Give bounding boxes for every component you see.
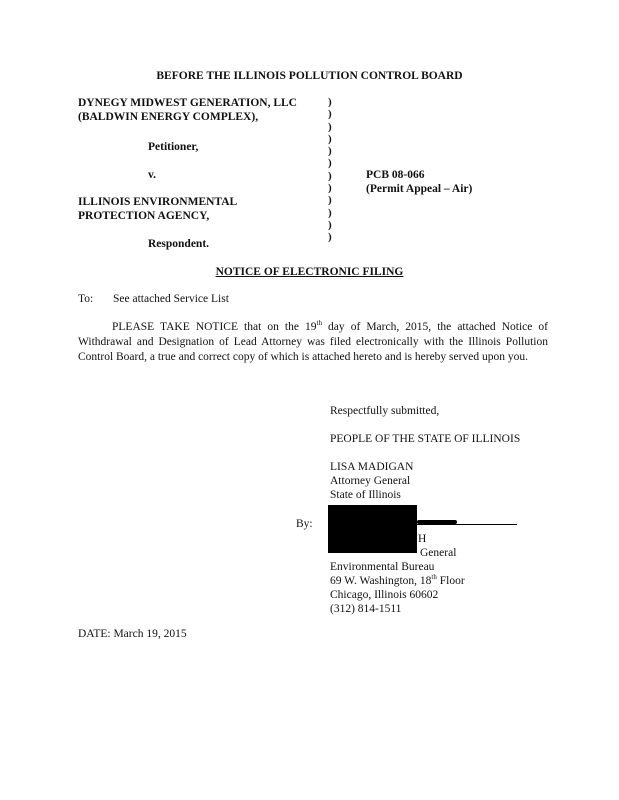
- caption-paren: ): [328, 132, 332, 145]
- redaction-block: [328, 505, 417, 553]
- petitioner-name-line-2: (BALDWIN ENERGY COMPLEX),: [78, 111, 259, 123]
- signature-name: LISA MADIGAN: [330, 461, 414, 473]
- caption-paren: ): [328, 194, 332, 207]
- body-text-part-2: day of March, 2015, the attached Notice of Withdrawal and Designation of Lead Attorney was filed electronically with the Illinois Pollution Control Board, a true and correct copy of which is attached hereto and is hereby served upon you.: [78, 321, 548, 363]
- caption-paren: ): [328, 108, 332, 121]
- caption-paren: ): [328, 206, 332, 219]
- caption-paren: ): [328, 169, 332, 182]
- address-street: 69 W. Washington, 18: [330, 575, 432, 587]
- by-label: By:: [296, 518, 313, 530]
- signature-line: [417, 524, 517, 525]
- signer-title-partial: General: [420, 547, 457, 559]
- petitioner-name-line-1: DYNEGY MIDWEST GENERATION, LLC: [78, 97, 297, 109]
- respondent-name-line-1: ILLINOIS ENVIRONMENTAL: [78, 196, 238, 208]
- signer-city: Chicago, Illinois 60602: [330, 589, 439, 601]
- signature-party: PEOPLE OF THE STATE OF ILLINOIS: [330, 433, 521, 445]
- caption-paren: ): [328, 157, 332, 170]
- body-ordinal-suffix: th: [316, 319, 322, 328]
- case-type: (Permit Appeal – Air): [366, 183, 473, 195]
- petitioner-role: Petitioner,: [148, 141, 199, 153]
- signature-closing: Respectfully submitted,: [330, 405, 440, 417]
- caption-paren: ): [328, 231, 332, 244]
- signer-phone: (312) 814-1511: [330, 603, 402, 615]
- caption-paren: ): [328, 120, 332, 133]
- caption-paren: ): [328, 96, 332, 108]
- body-text-part-1: PLEASE TAKE NOTICE that on the 19: [112, 321, 317, 333]
- address-floor: Floor: [436, 575, 465, 587]
- filing-date: DATE: March 19, 2015: [78, 628, 187, 640]
- board-heading: BEFORE THE ILLINOIS POLLUTION CONTROL BOARD: [156, 70, 463, 82]
- address-ordinal-suffix: th: [431, 573, 437, 582]
- signature-title: Attorney General: [330, 475, 411, 487]
- signature-state: State of Illinois: [330, 489, 401, 501]
- to-label: To:: [78, 293, 94, 305]
- notice-title: NOTICE OF ELECTRONIC FILING: [215, 266, 404, 278]
- notice-body-paragraph: [78, 320, 548, 365]
- to-value: See attached Service List: [113, 293, 229, 305]
- respondent-name-line-2: PROTECTION AGENCY,: [78, 210, 210, 222]
- respondent-role: Respondent.: [148, 238, 210, 250]
- signer-bureau: Environmental Bureau: [330, 561, 435, 573]
- versus-label: v.: [148, 169, 156, 181]
- signer-name-partial: H: [418, 533, 427, 545]
- caption-paren: ): [328, 218, 332, 231]
- caption-paren: ): [328, 145, 332, 158]
- caption-parentheses: [328, 96, 338, 244]
- caption-paren: ): [328, 182, 332, 195]
- signer-address: [330, 575, 465, 589]
- case-number: PCB 08-066: [366, 169, 425, 181]
